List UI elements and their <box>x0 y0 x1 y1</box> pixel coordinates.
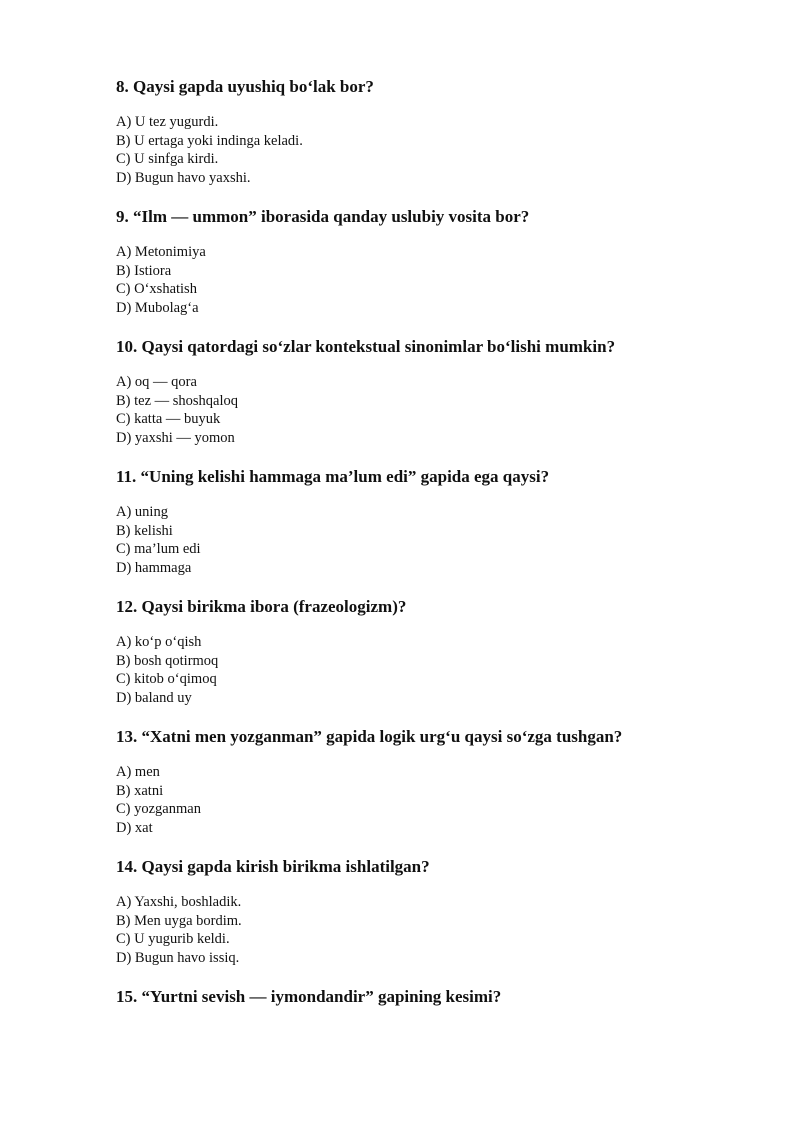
option-c: C) kitob o‘qimoq <box>116 671 217 687</box>
option-b: B) kelishi <box>116 522 173 539</box>
option-c: C) U sinfga kirdi. <box>116 151 219 167</box>
option-d: D) Bugun havo issiq. <box>116 949 240 966</box>
question-14 <box>116 856 736 967</box>
option-a: A) U tez yugurdi. <box>116 114 219 130</box>
question-13 <box>116 726 736 837</box>
option-b: B) tez — shoshqaloq <box>116 392 239 409</box>
option-c: C) U yugurib keldi. <box>116 931 230 947</box>
question-11 <box>116 466 736 577</box>
option-d: D) hammaga <box>116 559 192 576</box>
question-title: 15. “Yurtni sevish — iymondandir” gapining kesimi? <box>116 987 502 1006</box>
option-b: B) Istiora <box>116 262 172 279</box>
option-b: B) xatni <box>116 782 164 799</box>
question-15 <box>116 986 736 1008</box>
option-b: B) bosh qotirmoq <box>116 652 219 669</box>
option-a: A) Metonimiya <box>116 244 206 260</box>
question-title: 9. “Ilm — ummon” iborasida qanday uslubiy vosita bor? <box>116 207 530 226</box>
option-d: D) yaxshi — yomon <box>116 429 235 446</box>
question-8 <box>116 76 736 187</box>
question-title: 8. Qaysi gapda uyushiq bo‘lak bor? <box>116 77 374 96</box>
option-d: D) xat <box>116 819 153 836</box>
option-d: D) Bugun havo yaxshi. <box>116 169 251 186</box>
option-c: C) yozganman <box>116 801 201 817</box>
option-c: C) O‘xshatish <box>116 281 197 297</box>
option-a: A) Yaxshi, boshladik. <box>116 894 242 910</box>
question-title: 11. “Uning kelishi hammaga ma’lum edi” gapida ega qaysi? <box>116 467 550 486</box>
option-a: A) men <box>116 764 160 780</box>
question-title: 13. “Xatni men yozganman” gapida logik urg‘u qaysi so‘zga tushgan? <box>116 727 623 746</box>
question-12 <box>116 596 736 707</box>
option-a: A) ko‘p o‘qish <box>116 634 202 650</box>
question-9 <box>116 206 736 317</box>
option-c: C) katta — buyuk <box>116 411 221 427</box>
question-title: 12. Qaysi birikma ibora (frazeologizm)? <box>116 597 407 616</box>
option-d: D) Mubolag‘a <box>116 299 199 316</box>
option-c: C) ma’lum edi <box>116 541 201 557</box>
question-title: 10. Qaysi qatordagi so‘zlar kontekstual sinonimlar bo‘lishi mumkin? <box>116 337 616 356</box>
option-a: A) uning <box>116 504 168 520</box>
option-b: B) Men uyga bordim. <box>116 912 242 929</box>
option-a: A) oq — qora <box>116 374 197 390</box>
question-10 <box>116 336 736 447</box>
question-title: 14. Qaysi gapda kirish birikma ishlatilgan? <box>116 857 430 876</box>
option-b: B) U ertaga yoki indinga keladi. <box>116 132 303 149</box>
document-page <box>116 76 736 1023</box>
option-d: D) baland uy <box>116 689 192 706</box>
